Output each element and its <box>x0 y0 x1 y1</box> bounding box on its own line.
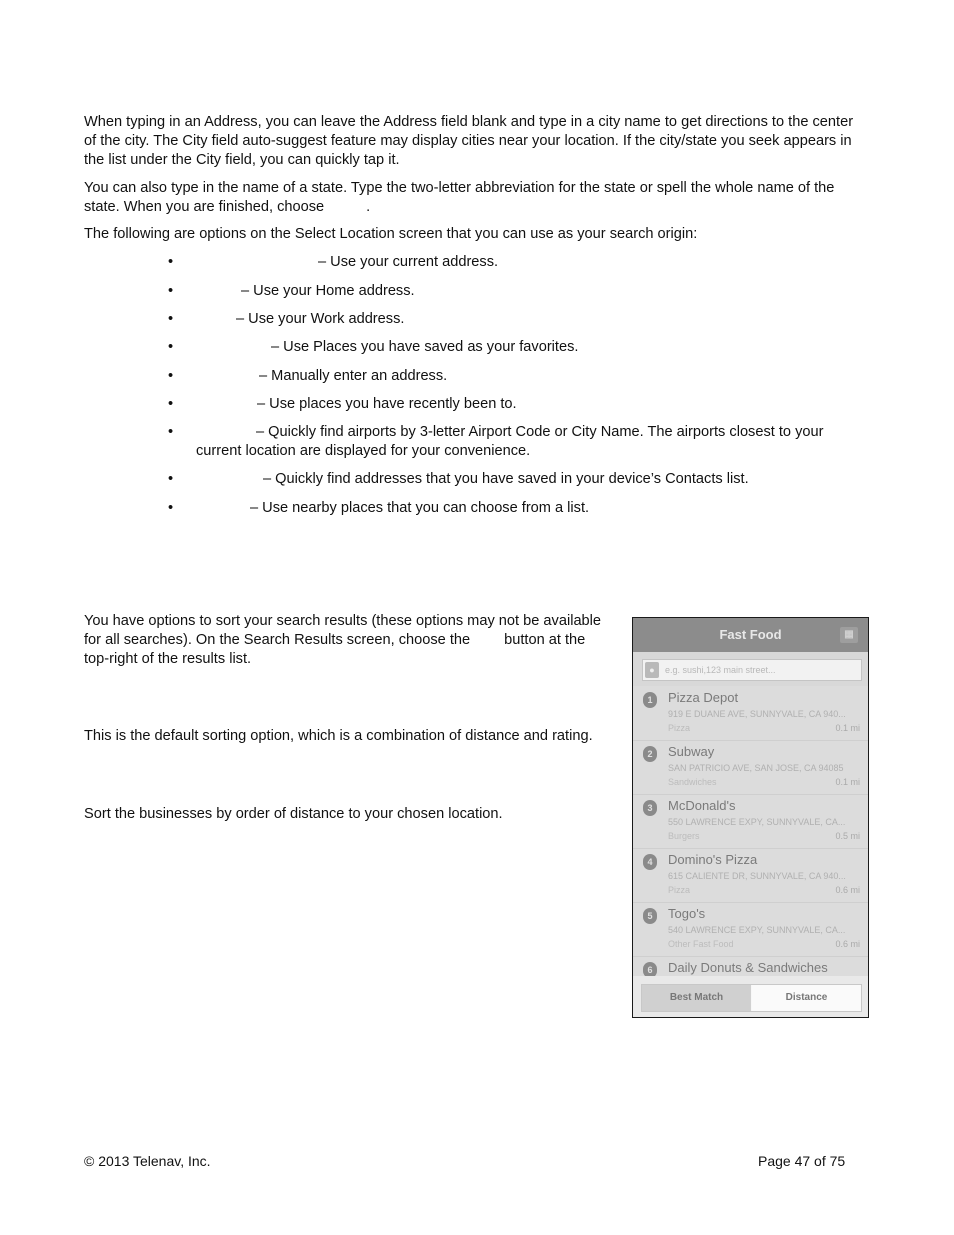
result-distance: 0.5 mi <box>835 831 860 841</box>
result-category: Other Fast Food <box>668 939 734 949</box>
result-address: SAN PATRICIO AVE, SAN JOSE, CA 94085 <box>668 763 844 773</box>
search-bar <box>633 652 868 686</box>
bullet-symbol: • <box>168 254 174 270</box>
result-category: Burgers <box>668 831 700 841</box>
bullet-text: – Use your Home address. <box>241 283 415 299</box>
result-address: 919 E DUANE AVE, SUNNYVALE, CA 940... <box>668 709 846 719</box>
sort-tabs <box>641 984 862 1012</box>
search-placeholder: e.g. sushi,123 main street... <box>665 665 776 675</box>
result-address: 540 LAWRENCE EXPY, SUNNYVALE, CA... <box>668 925 846 935</box>
sort-intro-text-b: button at the top-right of the results list. <box>84 632 586 667</box>
sort-intro-paragraph <box>84 612 612 669</box>
options-intro-paragraph: The following are options on the Select Location screen that you can use as your search origin: <box>84 226 698 242</box>
result-pin-icon: 5 <box>643 908 657 924</box>
result-name: Pizza Depot <box>668 690 739 705</box>
state-tip-text: You can also type in the name of a state. Type the two-letter abbreviation for the state or spell the whole name of the state. When you are finished, choose <box>84 180 835 215</box>
result-name: McDonald's <box>668 798 736 813</box>
microphone-icon[interactable]: ● <box>645 662 659 678</box>
search-input[interactable] <box>642 659 862 681</box>
state-tip-paragraph <box>84 179 866 217</box>
result-name: Daily Donuts & Sandwiches <box>668 960 828 975</box>
result-address: 550 LAWRENCE EXPY, SUNNYVALE, CA... <box>668 817 846 827</box>
list-item[interactable] <box>633 848 868 903</box>
bullet-symbol: • <box>168 424 174 440</box>
map-icon[interactable]: ▦ <box>840 627 858 643</box>
list-item[interactable] <box>633 740 868 795</box>
bullet-text: – Use places you have recently been to. <box>257 396 517 412</box>
list-item[interactable] <box>633 956 868 976</box>
result-address: 615 CALIENTE DR, SUNNYVALE, CA 940... <box>668 871 846 881</box>
result-distance: 0.1 mi <box>835 777 860 787</box>
result-category: Pizza <box>668 723 691 733</box>
result-distance: 0.6 mi <box>835 885 860 895</box>
result-distance: 0.6 mi <box>835 939 860 949</box>
sort-intro-text-a: You have options to sort your search results (these options may not be available for all searches). On the Search Results screen, choose the <box>84 613 602 648</box>
bullet-text: – Manually enter an address. <box>259 368 448 384</box>
tab-best-match[interactable]: Best Match <box>642 985 751 1011</box>
results-title: Fast Food <box>719 627 782 642</box>
bullet-symbol: • <box>168 471 174 487</box>
distance-description: Sort the businesses by order of distance to your chosen location. <box>84 806 503 822</box>
bullet-symbol: • <box>168 283 174 299</box>
bullet-symbol: • <box>168 339 174 355</box>
result-name: Togo's <box>668 906 706 921</box>
bullet-symbol: • <box>168 311 174 327</box>
result-pin-icon: 4 <box>643 854 657 870</box>
list-item[interactable] <box>633 902 868 957</box>
result-distance: 0.1 mi <box>835 723 860 733</box>
state-tip-end: . <box>366 199 371 215</box>
bullet-text: – Use your Work address. <box>236 311 405 327</box>
result-pin-icon: 6 <box>643 962 657 976</box>
best-match-description: This is the default sorting option, which is a combination of distance and rating. <box>84 728 593 744</box>
result-category: Sandwiches <box>668 777 717 787</box>
result-name: Subway <box>668 744 715 759</box>
list-item[interactable] <box>633 686 868 741</box>
address-tip-paragraph: When typing in an Address, you can leave the Address field blank and type in a city name to get directions to the center of the city. The City field auto-suggest feature may display cities near your location. If the city/state you seek appears in the list under the City field, you can quickly tap it. <box>84 114 854 168</box>
page-number: Page 47 of 75 <box>758 1153 846 1169</box>
bullet-text: – Quickly find airports by 3-letter Airport Code or City Name. The airports closest to your current location are displayed for your convenience. <box>196 424 824 459</box>
bullet-symbol: • <box>168 368 174 384</box>
result-pin-icon: 1 <box>643 692 657 708</box>
result-pin-icon: 3 <box>643 800 657 816</box>
bullet-symbol: • <box>168 500 174 516</box>
bullet-text: – Quickly find addresses that you have saved in your device’s Contacts list. <box>263 471 749 487</box>
search-results-screenshot <box>632 617 869 1018</box>
result-name: Domino's Pizza <box>668 852 758 867</box>
copyright-footer: © 2013 Telenav, Inc. <box>84 1153 211 1169</box>
results-header <box>633 618 868 652</box>
bullet-text: – Use your current address. <box>318 254 499 270</box>
results-list <box>633 686 868 976</box>
tab-distance[interactable]: Distance <box>752 985 861 1011</box>
result-category: Pizza <box>668 885 691 895</box>
list-item[interactable] <box>633 794 868 849</box>
result-pin-icon: 2 <box>643 746 657 762</box>
bullet-symbol: • <box>168 396 174 412</box>
bullet-text: – Use nearby places that you can choose from a list. <box>250 500 590 516</box>
bullet-text: – Use Places you have saved as your favorites. <box>271 339 579 355</box>
